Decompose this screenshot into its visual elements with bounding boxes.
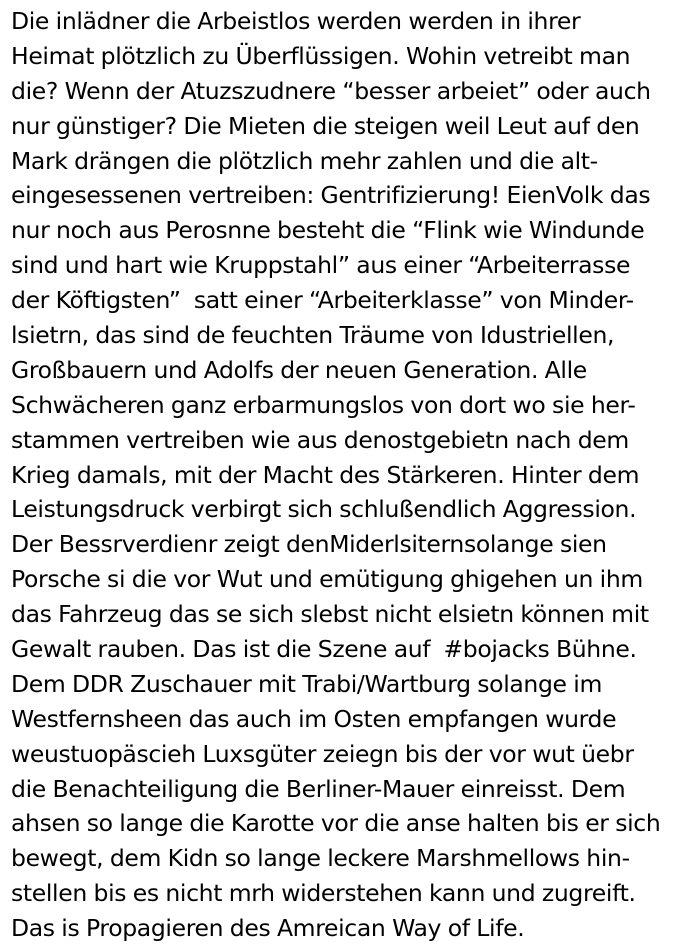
text-line: stammen vertreiben wie aus denostgebietn nach dem <box>11 425 629 454</box>
text-line: Großbauern und Adolfs der neuen Generation. Alle <box>11 355 587 384</box>
text-line: eingesessenen vertreiben: Gentrifizierung! EienVolk das <box>11 181 651 210</box>
body-text <box>11 4 681 946</box>
text-line: Die inlädner die Arbeistlos werden werden in ihrer <box>11 7 581 35</box>
text-line: Mark drängen die plötzlich mehr zahlen und die alt- <box>11 146 598 175</box>
text-line: die Benachteiligung die Berliner-Mauer einreisst. Dem <box>11 774 626 803</box>
text-line: Der Bessrverdienr zeigt denMiderlsiternsolange sien <box>11 530 607 559</box>
text-line: Leistungsdruck verbirgt sich schlußendlich Aggression. <box>11 495 637 524</box>
text-line: der Köftigsten” satt einer “Arbeiterklasse” von Minder- <box>11 286 634 315</box>
text-line: nur günstiger? Die Mieten die steigen weil Leut auf den <box>11 111 640 140</box>
text-line: das Fahrzeug das se sich slebst nicht elsietn können mit <box>11 600 649 629</box>
text-line: weustuopäscieh Luxsgüter zeiegn bis der vor wut üebr <box>11 739 634 768</box>
text-line: Westfernsheen das auch im Osten empfangen wurde <box>11 704 617 733</box>
text-line: Krieg damals, mit der Macht des Stärkeren. Hinter dem <box>11 460 640 489</box>
text-line: Das is Propagieren des Amreican Way of Life. <box>11 914 525 943</box>
text-line: lsietrn, das sind de feuchten Träume von Idustriellen, <box>11 321 615 350</box>
text-line: sind und hart wie Kruppstahl” aus einer “Arbeiterrasse <box>11 251 631 280</box>
text-line: ahsen so lange die Karotte vor die anse halten bis er sich <box>11 809 661 838</box>
text-line: die? Wenn der Atuzszudnere “besser arbeiet” oder auch <box>11 76 651 105</box>
text-line: Schwächeren ganz erbarmungslos von dort wo sie her- <box>11 390 636 419</box>
text-line: Gewalt rauben. Das ist die Szene auf #bojacks Bühne. <box>11 635 637 664</box>
text-line: Dem DDR Zuschauer mit Trabi/Wartburg solange im <box>11 669 602 698</box>
text-line: Porsche si die vor Wut und emütigung ghigehen un ihm <box>11 565 643 594</box>
text-line: stellen bis es nicht mrh widerstehen kann und zugreift. <box>11 879 636 908</box>
text-line: nur noch aus Perosnne besteht die “Flink wie Windunde <box>11 216 645 245</box>
text-line: Heimat plötzlich zu Überflüssigen. Wohin vetreibt man <box>11 41 631 70</box>
text-line: bewegt, dem Kidn so lange leckere Marshmellows hin- <box>11 844 630 873</box>
